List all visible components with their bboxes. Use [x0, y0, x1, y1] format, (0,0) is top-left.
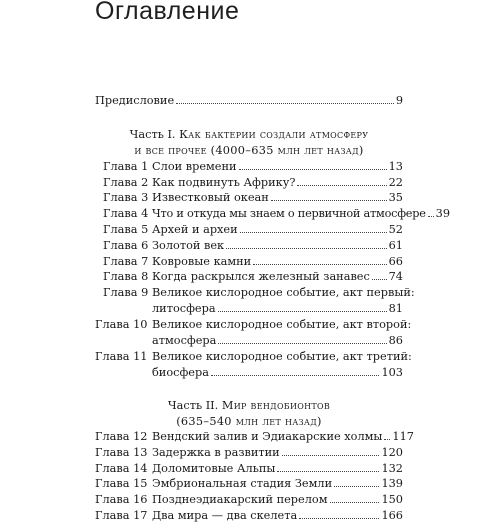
dot-leader [218, 343, 386, 344]
entry-page: 35 [388, 191, 403, 204]
entry-title: Позднеэдиакарский перелом [152, 493, 328, 506]
entry-page: 150 [381, 493, 403, 506]
dot-leader [299, 518, 379, 519]
chapter-label: Глава 10 [95, 318, 148, 331]
entry-title: Когда раскрылся железный занавес [152, 270, 370, 283]
entry-title-continuation: атмосфера [152, 334, 217, 347]
dot-leader [330, 502, 380, 503]
entry-title: Эмбриональная стадия Земли [152, 477, 333, 490]
chapter-label: Глава 7 [103, 255, 149, 268]
toc-entry-chapter[interactable] [95, 476, 403, 492]
toc-entry-preface[interactable] [95, 93, 403, 109]
part-heading-1 [95, 126, 403, 143]
part-title: Как бактерии создали атмосферу [179, 128, 369, 141]
entry-title: Золотой век [152, 239, 225, 252]
toc-entry-continuation[interactable] [152, 365, 403, 381]
toc-entry-chapter[interactable] [95, 206, 451, 222]
entry-page: 22 [388, 176, 403, 189]
chapter-label: Глава 14 [95, 462, 148, 475]
dot-leader [239, 169, 387, 170]
chapter-label: Глава 9 [103, 286, 149, 299]
chapter-label: Глава 15 [95, 477, 148, 490]
toc-entry-continuation[interactable] [152, 301, 403, 317]
toc-entry-chapter[interactable] [95, 175, 403, 191]
entry-page: 117 [392, 430, 414, 443]
entry-title-continuation: литосфера [152, 302, 216, 315]
entry-title: Предисловие [95, 94, 175, 107]
toc-entry-chapter[interactable] [95, 445, 403, 461]
entry-title: Задержка в развитии [152, 446, 280, 459]
chapter-label: Глава 4 [103, 207, 149, 220]
toc-entry-chapter[interactable] [95, 238, 403, 254]
part-subtitle-2: (635–540 млн лет назад) [176, 415, 322, 428]
entry-page: 132 [381, 462, 403, 475]
chapter-label: Глава 12 [95, 430, 148, 443]
chapter-label: Глава 3 [103, 191, 149, 204]
dot-leader [282, 455, 380, 456]
entry-title: Вендский залив и Эдиакарские холмы [152, 430, 383, 443]
dot-leader [176, 103, 394, 104]
toc-entry-continuation[interactable] [152, 333, 403, 349]
entry-page: 61 [388, 239, 403, 252]
entry-title: Великое кислородное событие, акт первый: [152, 286, 415, 299]
chapter-label: Глава 17 [95, 509, 148, 522]
dot-leader [428, 216, 434, 217]
entry-title: Известковый океан [152, 191, 269, 204]
entry-title: Великое кислородное событие, акт третий: [152, 350, 412, 363]
toc-entry-chapter[interactable] [95, 429, 414, 445]
entry-title-continuation: биосфера [152, 366, 209, 379]
dot-leader [271, 200, 387, 201]
entry-page: 139 [381, 477, 403, 490]
entry-page: 66 [388, 255, 403, 268]
part-title: Мир вендобионтов [221, 399, 331, 412]
entry-title: Два мира — два скелета [152, 509, 298, 522]
entry-title: Великое кислородное событие, акт второй: [152, 318, 412, 331]
toc-entry-chapter[interactable] [95, 190, 403, 206]
dot-leader [226, 248, 387, 249]
toc-entry-chapter[interactable] [95, 222, 403, 238]
part-number: Часть I. [129, 128, 176, 141]
entry-title: Слои времени [152, 160, 237, 173]
toc-entry-chapter[interactable] [95, 254, 403, 270]
dot-leader [277, 471, 379, 472]
dot-leader [384, 439, 390, 440]
toc-entry-chapter[interactable] [95, 317, 412, 333]
toc-entry-chapter[interactable] [95, 461, 403, 477]
toc-entry-chapter[interactable] [95, 159, 403, 175]
entry-title: Что и откуда мы знаем о первичной атмосфере [152, 207, 426, 220]
dot-leader [297, 185, 386, 186]
entry-page: 74 [388, 270, 403, 283]
dot-leader [253, 264, 386, 265]
dot-leader [240, 232, 387, 233]
chapter-label: Глава 11 [95, 350, 148, 363]
toc-entry-chapter[interactable] [95, 508, 403, 524]
entry-page: 39 [435, 207, 451, 220]
toc-entry-chapter[interactable] [95, 492, 403, 508]
entry-page: 120 [381, 446, 403, 459]
dot-leader [372, 279, 387, 280]
chapter-label: Глава 16 [95, 493, 148, 506]
dot-leader [334, 486, 379, 487]
dot-leader [211, 375, 379, 376]
toc-entry-chapter[interactable] [95, 285, 415, 301]
part-number: Часть II. [167, 399, 219, 412]
page-title: Оглавление [95, 0, 240, 25]
entry-page: 13 [388, 160, 403, 173]
chapter-label: Глава 5 [103, 223, 149, 236]
toc-entry-chapter[interactable] [95, 269, 403, 285]
entry-page: 9 [395, 94, 403, 107]
entry-page: 166 [381, 509, 403, 522]
entry-page: 86 [388, 334, 403, 347]
entry-title: Доломитовые Альпы [152, 462, 276, 475]
entry-title: Архей и археи [152, 223, 238, 236]
chapter-label: Глава 6 [103, 239, 149, 252]
chapter-label: Глава 8 [103, 270, 149, 283]
part-subtitle-1: и все прочее (4000–635 млн лет назад) [134, 144, 364, 157]
dot-leader [218, 311, 387, 312]
chapter-label: Глава 2 [103, 176, 149, 189]
entry-page: 103 [381, 366, 403, 379]
part-heading-2 [95, 397, 403, 414]
toc-entry-chapter[interactable] [95, 349, 412, 365]
chapter-label: Глава 13 [95, 446, 148, 459]
entry-page: 81 [388, 302, 403, 315]
entry-title: Ковровые камни [152, 255, 252, 268]
chapter-label: Глава 1 [103, 160, 149, 173]
entry-page: 52 [388, 223, 403, 236]
entry-title: Как подвинуть Африку? [152, 176, 296, 189]
